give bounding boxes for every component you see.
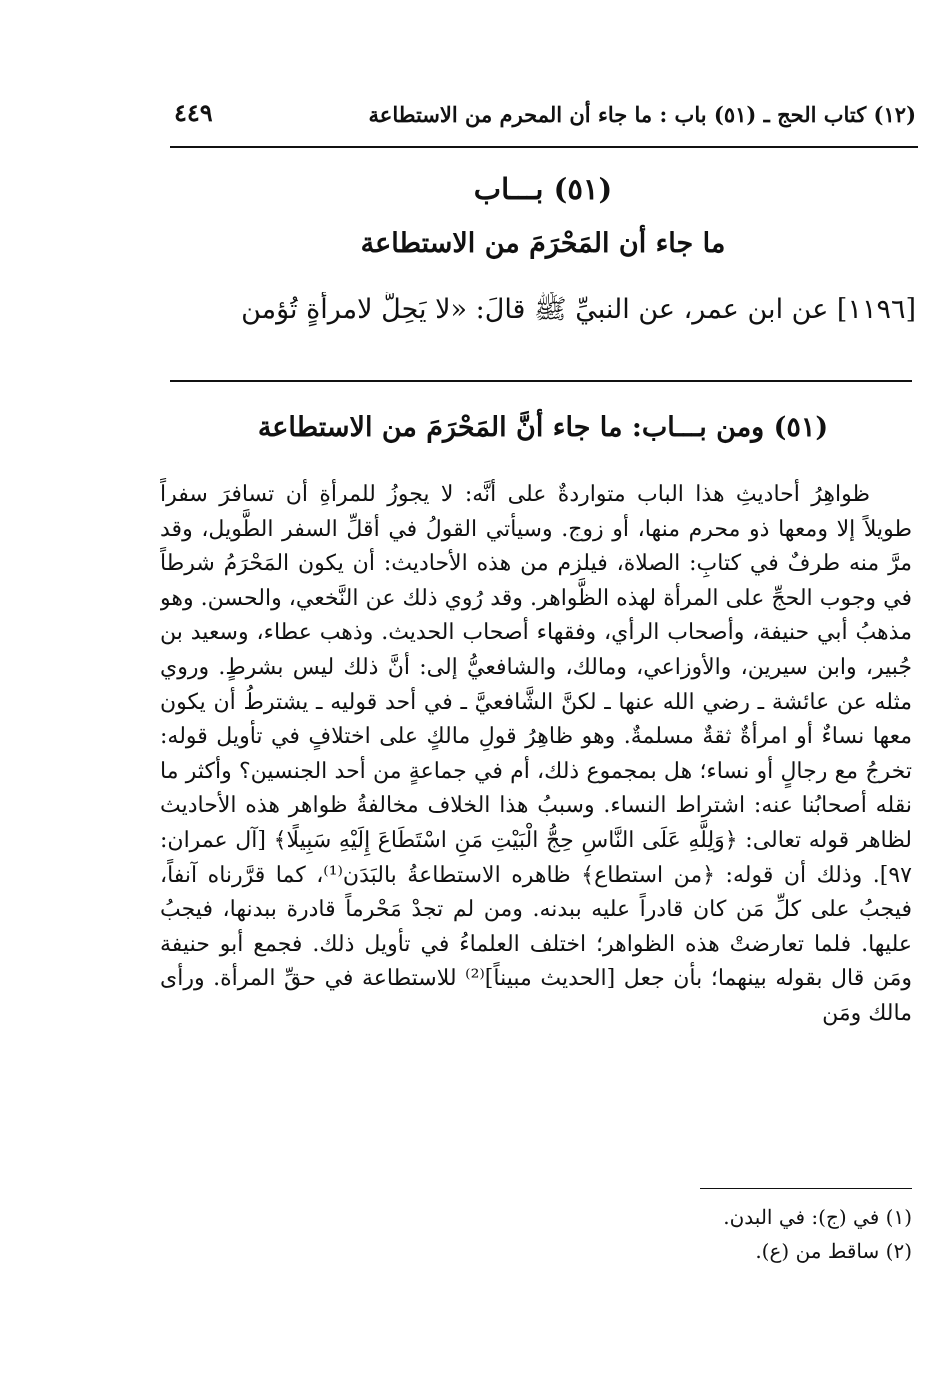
hadith-text: [١١٩٦] عن ابن عمر، عن النبيِّ ﷺ قالَ: «لا يَحِلُّ لامرأةٍ تُؤمن [241, 294, 916, 325]
header-rule [170, 146, 918, 148]
section-divider [170, 380, 912, 382]
running-header [170, 98, 916, 138]
footnote-2: (٢) ساقط من (ع). [755, 1239, 912, 1263]
commentary-paragraph: ظواهِرُ أحاديثِ هذا الباب متواردةٌ على أنَّه: لا يجوزُ للمرأةِ أن تسافرَ سفراً طويلاً إلا ومعها ذو محرم منها، أو زوج. وسيأتي القولُ في أقلِّ السفر الطَّويل، وقد مرَّ منه طرفٌ في كتابِ: الصلاة، فيلزم من هذه الأحاديث: أن يكون المَحْرَمُ شرطاً في وجوب الحجِّ على المرأة لهذه الظَّواهر. وقد رُوي ذلك عن النَّخعي، والحسن. وهو مذهبُ أبي حنيفة، وأصحاب الرأي، وفقهاء أصحاب الحديث. وذهب عطاء، وسعيد بن جُبير، وابن سيرين، والأوزاعي، ومالك، والشافعيُّ إلى: أنَّ ذلك ليس بشرطٍ. وروي مثله عن عائشة ـ رضي الله عنها ـ لكنَّ الشَّافعيَّ ـ في أحد قوليه ـ يشترطُ أن يكون معها نساءٌ أو امرأةٌ ثقةٌ مسلمةٌ. وهو ظاهِرُ قولِ مالكٍ على اختلافٍ في تأويل قوله: تخرجُ مع رجالٍ أو نساء؛ هل بمجموع ذلك، أم في جماعةٍ من أحد الجنسين؟ وأكثر ما نقله أصحابُنا عنه: اشتراط النساء. وسببُ هذا الخلاف مخالفةُ ظواهر هذه الأحاديث لظاهر قوله تعالى: ﴿وَلِلَّهِ عَلَى النَّاسِ حِجُّ الْبَيْتِ مَنِ اسْتَطَاعَ إِلَيْهِ سَبِيلًا﴾ [آل عمران: ٩٧]. وذلك أن قوله: ﴿من استطاع﴾ ظاهره الاستطاعةُ بالبَدَن⁽¹⁾، كما قرَّرناه آنفاً، فيجبُ على كلِّ مَن كان قادراً عليه ببدنه. ومن لم تجدْ مَحْرماً قادرة ببدنها، فيجبُ عليها. فلما تعارضتْ هذه الظواهر؛ اختلف العلماءُ في تأويل ذلك. فجمع أبو حنيفة ومَن قال بقوله بينهما؛ بأن جعل [الحديث مبيناً]⁽²⁾ للاستطاعة في حقِّ المرأة. ورأى مالك ومَن [160, 482, 912, 1026]
chapter-title: ما جاء أن المَحْرَمَ من الاستطاعة [360, 228, 726, 259]
page-number: ٤٤٩ [174, 98, 213, 127]
commentary-title: (٥١) ومن بـــاب: ما جاء أنَّ المَحْرَمَ من الاستطاعة [257, 412, 829, 443]
chapter-number: (٥١) بـــاب [473, 172, 613, 206]
footnote-1: (١) في (ج): في البدن. [723, 1205, 912, 1229]
footnotes [300, 1200, 912, 1268]
commentary-body [160, 478, 912, 1178]
running-title: (١٢) كتاب الحج ـ (٥١) باب : ما جاء أن المحرم من الاستطاعة [368, 102, 916, 127]
footnote-rule [700, 1188, 912, 1189]
